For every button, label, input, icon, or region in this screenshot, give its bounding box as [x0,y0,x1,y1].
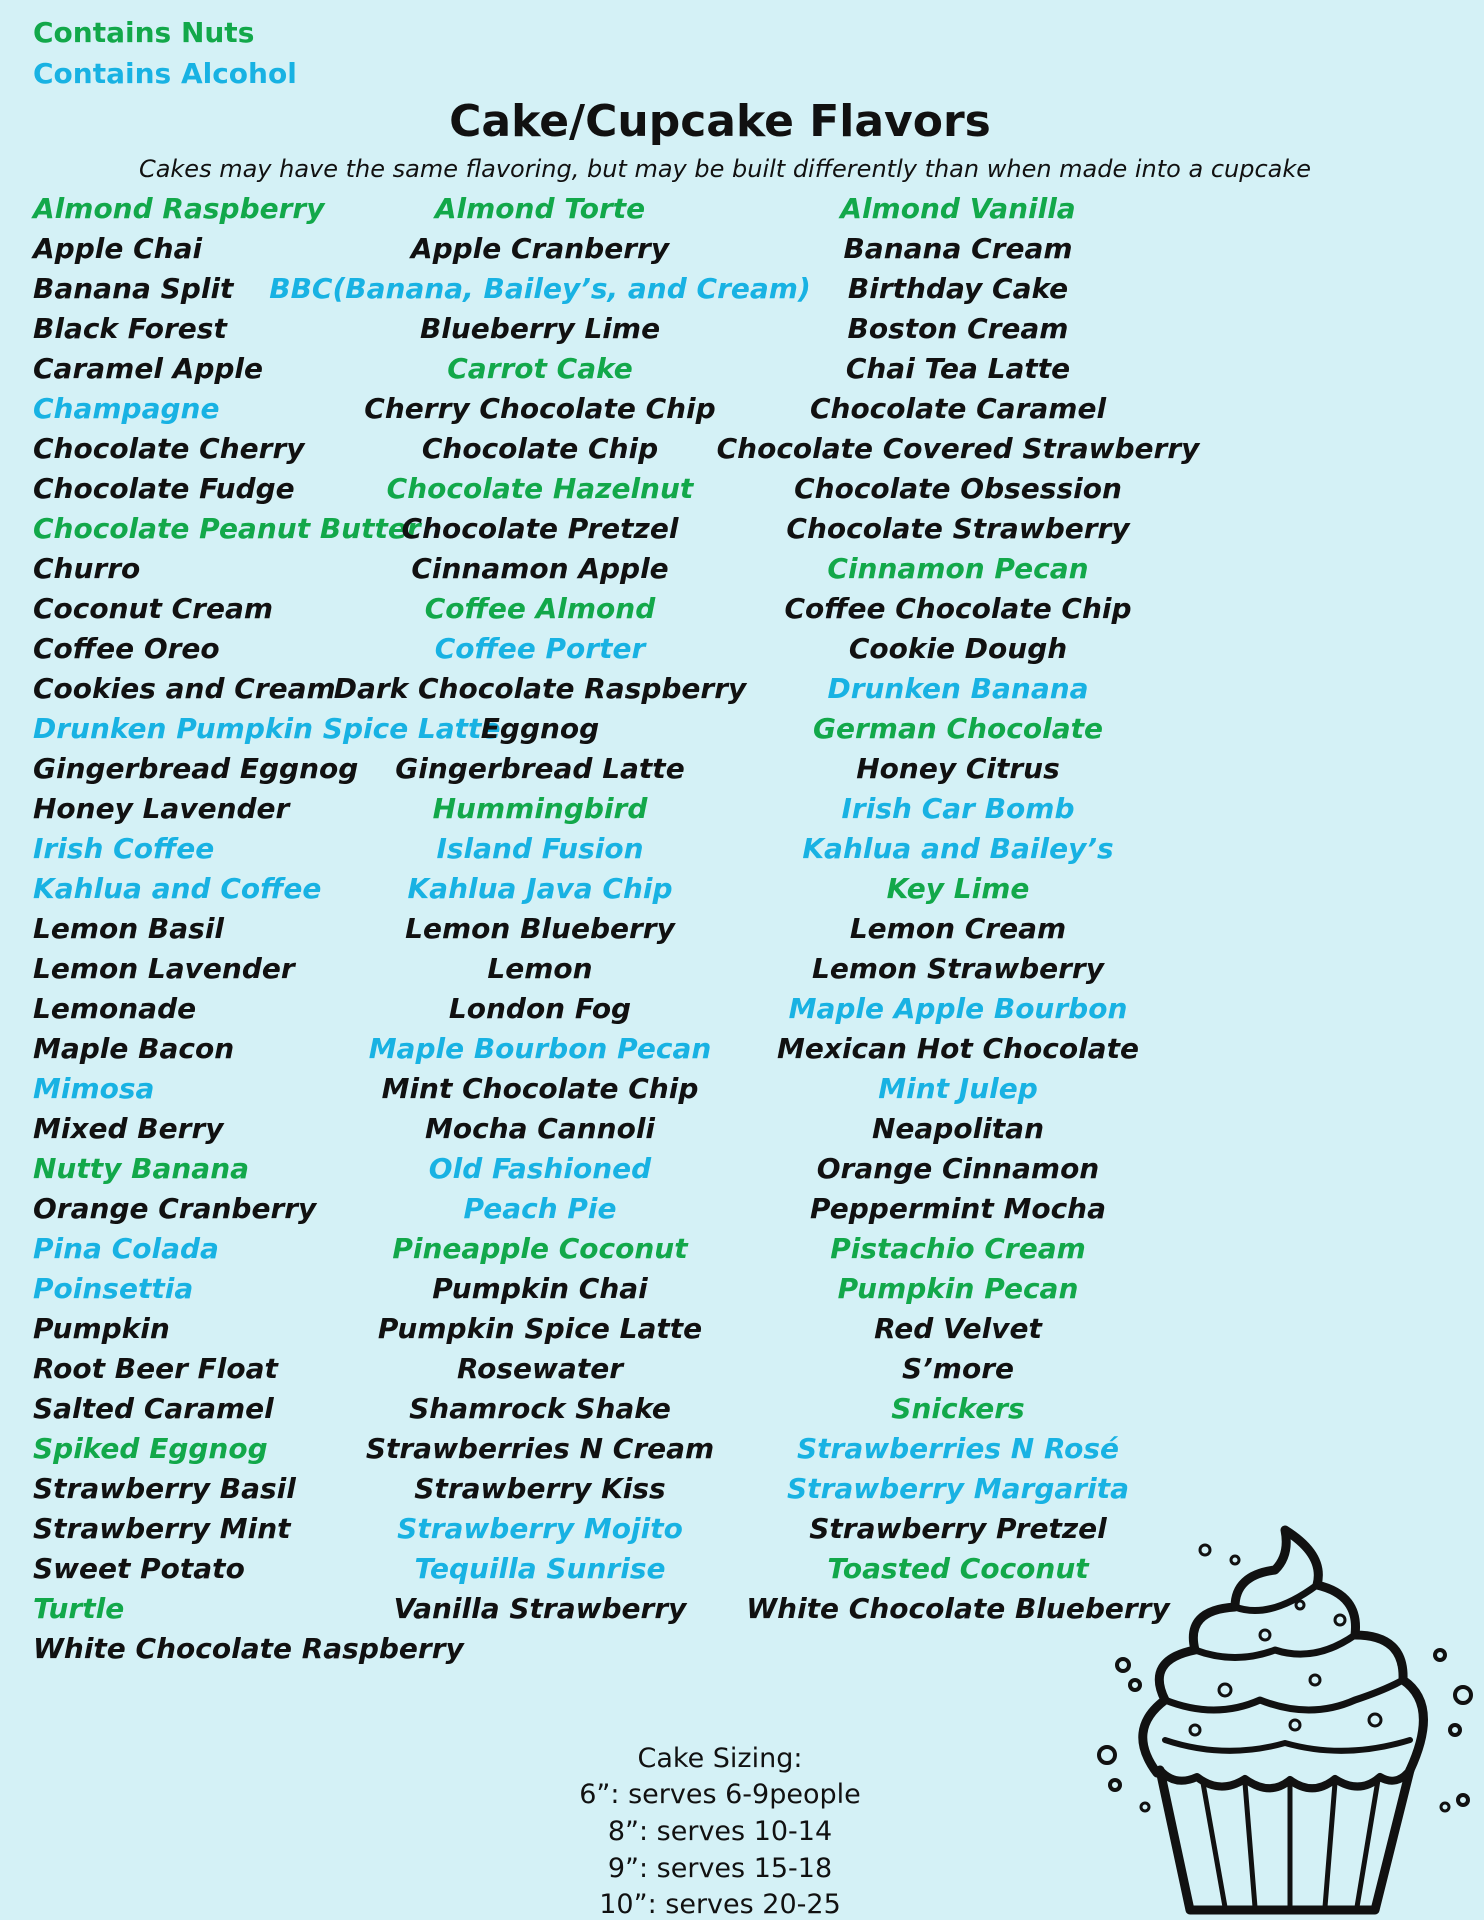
flavor-item: Mint Chocolate Chip [381,1072,699,1105]
flavor-item: Strawberry Mint [33,1512,291,1545]
flavor-item: BBC(Banana, Bailey’s, and Cream) [269,272,811,305]
flavor-item: Mexican Hot Chocolate [777,1032,1139,1065]
flavor-item: Drunken Pumpkin Spice Latte [33,712,501,745]
flavor-item: Root Beer Float [33,1352,278,1385]
flavor-item: Irish Coffee [33,832,215,865]
flavor-item: Nutty Banana [33,1152,250,1185]
flavor-item: Chocolate Peanut Butter [33,512,421,545]
flavor-item: Churro [33,552,141,585]
flavor-item: Lemon Cream [849,912,1067,945]
flavor-item: Drunken Banana [827,672,1089,705]
flavor-item: Neapolitan [871,1112,1045,1145]
flavor-item: Kahlua Java Chip [407,872,673,905]
flavor-item: Cinnamon Apple [411,552,669,585]
flavor-item: Honey Lavender [33,792,290,825]
flavor-item: Pineapple Coconut [392,1232,688,1265]
flavor-item: Pistachio Cream [830,1232,1086,1265]
flavor-item: Pumpkin [33,1312,170,1345]
flavor-item: Dark Chocolate Raspberry [333,672,747,705]
legend-contains-alcohol: Contains Alcohol [33,57,297,90]
flavor-item: Eggnog [480,712,600,745]
flavor-item: Mixed Berry [33,1112,224,1145]
page-title: Cake/Cupcake Flavors [449,96,991,147]
flavor-item: Coffee Almond [424,592,656,625]
flavor-item: Coconut Cream [33,592,274,625]
flavor-item: Salted Caramel [33,1392,274,1425]
flavor-item: Pumpkin Pecan [837,1272,1079,1305]
flavor-item: Lemon Basil [33,912,225,945]
flavor-item: Strawberries N Rosé [796,1432,1120,1465]
flavor-item: Red Velvet [874,1312,1042,1345]
flavor-item: Strawberry Margarita [787,1472,1129,1505]
flavor-item: Strawberry Kiss [414,1472,666,1505]
flavor-item: Strawberry Pretzel [809,1512,1107,1545]
flavor-item: Mocha Cannoli [424,1112,656,1145]
flavor-item: Apple Chai [33,232,203,265]
flavor-item: Chocolate Caramel [809,392,1107,425]
flavor-item: Strawberries N Cream [365,1432,715,1465]
flavor-item: Blueberry Lime [419,312,661,345]
flavor-item: S’more [901,1352,1015,1385]
flavor-item: Old Fashioned [428,1152,652,1185]
flavor-item: Maple Bourbon Pecan [368,1032,712,1065]
flavor-item: Gingerbread Eggnog [33,752,359,785]
flavor-item: Coffee Oreo [33,632,220,665]
flavor-item: Chocolate Obsession [794,472,1122,505]
flavor-item: Shamrock Shake [409,1392,671,1425]
sizing-line: 9”: serves 15-18 [607,1853,833,1884]
flavor-item: Hummingbird [432,792,648,825]
flavor-item: Gingerbread Latte [395,752,685,785]
flavor-item: Lemonade [33,992,197,1025]
flavor-item: Carrot Cake [447,352,633,385]
flavor-item: Mimosa [33,1072,155,1105]
flavor-item: Chai Tea Latte [845,352,1071,385]
flavor-item: Kahlua and Bailey’s [802,832,1114,865]
flavor-item: Coffee Chocolate Chip [784,592,1132,625]
flavor-item: Poinsettia [33,1272,194,1305]
cupcake-illustration [1085,1515,1480,1920]
legend-contains-nuts: Contains Nuts [33,16,255,49]
flavor-item: Pumpkin Spice Latte [377,1312,703,1345]
flavor-item: Mint Julep [878,1072,1038,1105]
flavor-item: Caramel Apple [33,352,264,385]
flavor-item: Almond Raspberry [33,192,325,225]
flavor-item: Chocolate Strawberry [786,512,1130,545]
sizing-line: 10”: serves 20-25 [599,1889,841,1920]
sizing-line: 8”: serves 10-14 [607,1816,833,1847]
flavor-item: Apple Cranberry [410,232,670,265]
flavor-item: Chocolate Pretzel [401,512,679,545]
flavor-item: Peppermint Mocha [809,1192,1107,1225]
flavor-item: Chocolate Hazelnut [386,472,694,505]
flavor-item: Almond Vanilla [840,192,1076,225]
flavor-item: Coffee Porter [434,632,646,665]
flavor-item: Spiked Eggnog [33,1432,268,1465]
flavor-item: Cinnamon Pecan [827,552,1089,585]
flavor-item: Cookies and Cream [33,672,336,705]
flavor-item: Chocolate Fudge [33,472,295,505]
flavor-item: Almond Torte [434,192,646,225]
flavor-item: London Fog [448,992,632,1025]
flavor-item: Orange Cinnamon [816,1152,1100,1185]
flavor-item: Champagne [33,392,220,425]
flavor-item: Irish Car Bomb [841,792,1075,825]
flavor-item: Lemon Blueberry [405,912,675,945]
flavor-item: Pina Colada [33,1232,219,1265]
flavor-item: Maple Apple Bourbon [788,992,1128,1025]
sizing-heading: Cake Sizing: [637,1743,803,1774]
flavor-item: Pumpkin Chai [432,1272,648,1305]
flavor-item: Tequilla Sunrise [414,1552,666,1585]
flavor-item: Key Lime [886,872,1030,905]
flavor-item: Banana Split [33,272,234,305]
flavor-item: Toasted Coconut [827,1552,1089,1585]
flavor-item: White Chocolate Blueberry [746,1592,1170,1625]
flavor-item: Turtle [33,1592,125,1625]
flavor-item: Boston Cream [847,312,1069,345]
flavor-item: Kahlua and Coffee [33,872,322,905]
flavor-item: Birthday Cake [847,272,1069,305]
sizing-line: 6”: serves 6-9people [579,1779,861,1810]
flavor-item: Sweet Potato [33,1552,245,1585]
flavor-item: Peach Pie [463,1192,617,1225]
flavor-item: German Chocolate [813,712,1103,745]
flavor-item: Rosewater [456,1352,624,1385]
flavor-item: Chocolate Cherry [33,432,305,465]
flavor-item: Banana Cream [843,232,1073,265]
flavor-item: Maple Bacon [33,1032,235,1065]
flavor-item: Honey Citrus [856,752,1060,785]
flavor-item: Orange Cranberry [33,1192,317,1225]
flavor-item: Island Fusion [436,832,644,865]
flavor-item: Chocolate Chip [421,432,659,465]
flavor-item: Vanilla Strawberry [393,1592,687,1625]
flavor-item: Lemon [487,952,593,985]
page-subtitle: Cakes may have the same flavoring, but may be built differently than when made into a cupcake [138,155,1312,183]
flavor-item: Snickers [891,1392,1025,1425]
flavor-item: Cookie Dough [848,632,1068,665]
flavor-item: Lemon Strawberry [812,952,1104,985]
flavor-item: White Chocolate Raspberry [33,1632,464,1665]
flavor-item: Strawberry Mojito [397,1512,683,1545]
flavor-item: Strawberry Basil [33,1472,296,1505]
flavor-item: Black Forest [33,312,227,345]
flavor-item: Cherry Chocolate Chip [364,392,716,425]
flavor-item: Lemon Lavender [33,952,295,985]
flavor-item: Chocolate Covered Strawberry [716,432,1200,465]
